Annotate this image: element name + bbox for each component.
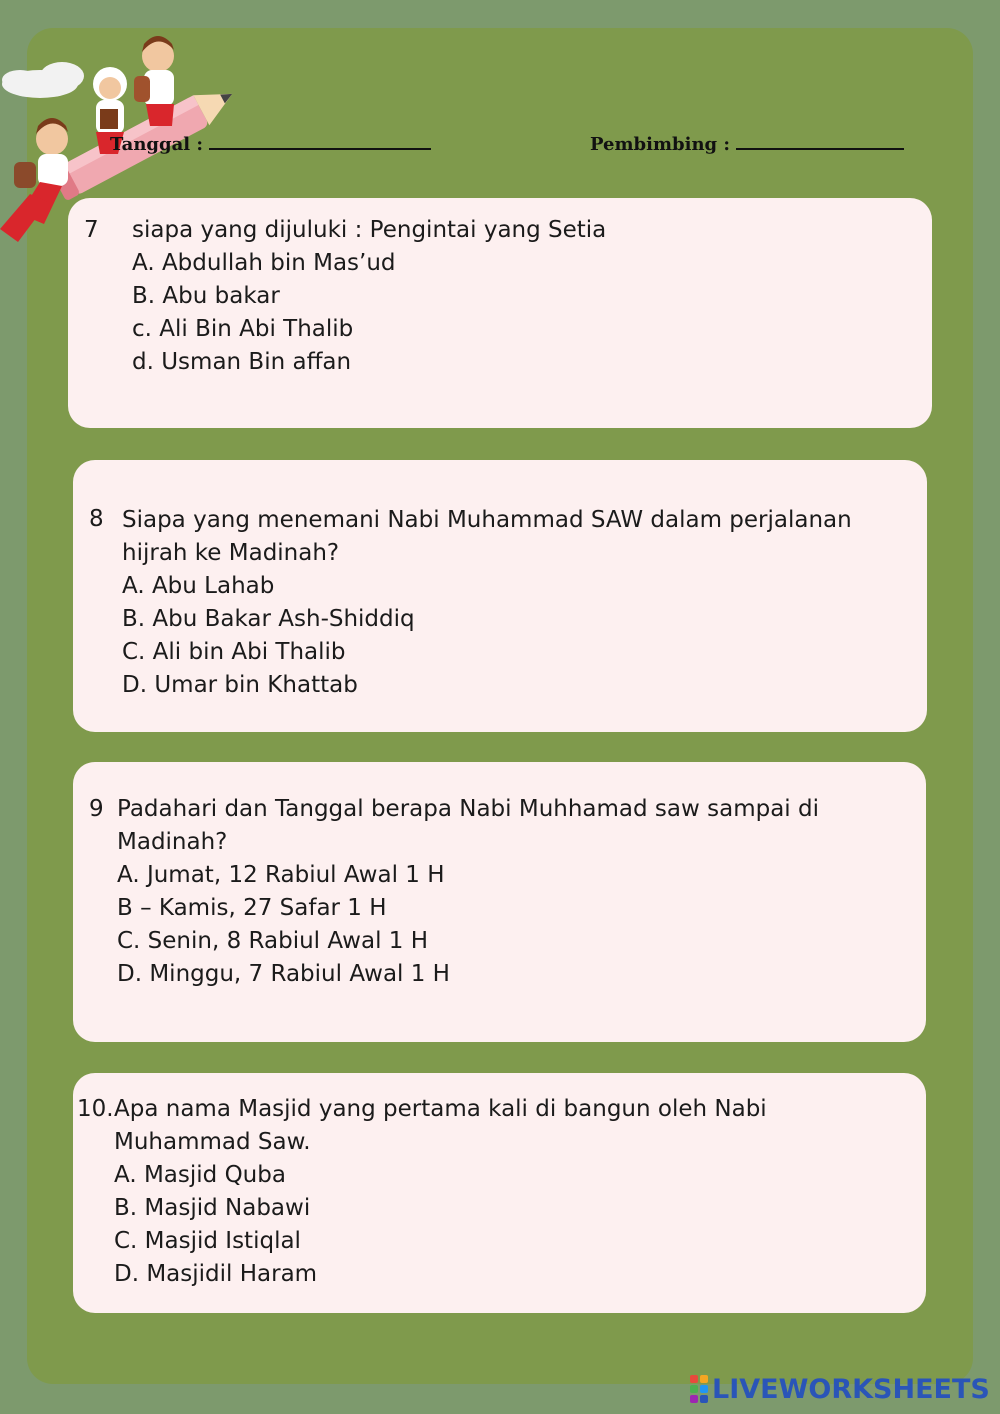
option-d[interactable]: D. Umar bin Khattab xyxy=(122,672,358,698)
option-b[interactable]: B – Kamis, 27 Safar 1 H xyxy=(117,895,387,921)
kid-boy-back-icon xyxy=(134,36,174,126)
option-c[interactable]: c. Ali Bin Abi Thalib xyxy=(132,316,354,342)
question-body xyxy=(122,504,852,702)
question-text-line-1: Padahari dan Tanggal berapa Nabi Muhhamad saw sampai di xyxy=(117,796,819,822)
pembimbing-label: Pembimbing : xyxy=(590,134,731,155)
question-body xyxy=(114,1093,767,1291)
option-a[interactable]: A. Abdullah bin Mas’ud xyxy=(132,250,396,276)
tanggal-label: Tanggal : xyxy=(110,134,204,155)
tanggal-input-line[interactable] xyxy=(209,130,431,150)
option-b[interactable]: B. Abu bakar xyxy=(132,283,280,309)
cloud-icon xyxy=(2,62,84,98)
question-number: 10. xyxy=(77,1096,114,1122)
pembimbing-field xyxy=(590,130,904,155)
liveworksheets-logo xyxy=(690,1374,990,1404)
kid-boy-icon xyxy=(0,118,68,242)
option-b[interactable]: B. Masjid Nabawi xyxy=(114,1195,311,1221)
question-card-10 xyxy=(73,1073,926,1313)
liveworksheets-mark-icon xyxy=(690,1375,708,1403)
question-card-7 xyxy=(68,198,932,428)
question-number: 9 xyxy=(89,796,104,822)
question-card-9 xyxy=(73,762,926,1042)
pembimbing-input-line[interactable] xyxy=(736,130,904,150)
question-text-line-1: Apa nama Masjid yang pertama kali di bangun oleh Nabi xyxy=(114,1096,767,1122)
option-a[interactable]: A. Masjid Quba xyxy=(114,1162,286,1188)
question-text-line-2: hijrah ke Madinah? xyxy=(122,540,340,566)
question-number: 8 xyxy=(89,506,104,532)
question-text-line-2: Madinah? xyxy=(117,829,228,855)
question-text-line-2: Muhammad Saw. xyxy=(114,1129,311,1155)
option-a[interactable]: A. Jumat, 12 Rabiul Awal 1 H xyxy=(117,862,445,888)
question-number: 7 xyxy=(84,217,99,243)
liveworksheets-wordmark: LIVEWORKSHEETS xyxy=(712,1373,990,1405)
option-d[interactable]: D. Masjidil Haram xyxy=(114,1261,318,1287)
option-c[interactable]: C. Senin, 8 Rabiul Awal 1 H xyxy=(117,928,429,954)
question-text-line-1: Siapa yang menemani Nabi Muhammad SAW dalam perjalanan xyxy=(122,507,852,533)
question-text: siapa yang dijuluki : Pengintai yang Setia xyxy=(132,217,607,243)
option-a[interactable]: A. Abu Lahab xyxy=(122,573,275,599)
option-d[interactable]: d. Usman Bin affan xyxy=(132,349,352,375)
question-body xyxy=(117,793,819,991)
option-c[interactable]: C. Ali bin Abi Thalib xyxy=(122,639,346,665)
tanggal-field xyxy=(110,130,431,155)
option-c[interactable]: C. Masjid Istiqlal xyxy=(114,1228,301,1254)
option-d[interactable]: D. Minggu, 7 Rabiul Awal 1 H xyxy=(117,961,450,987)
option-b[interactable]: B. Abu Bakar Ash-Shiddiq xyxy=(122,606,415,632)
question-body xyxy=(132,214,606,379)
question-card-8 xyxy=(73,460,927,732)
